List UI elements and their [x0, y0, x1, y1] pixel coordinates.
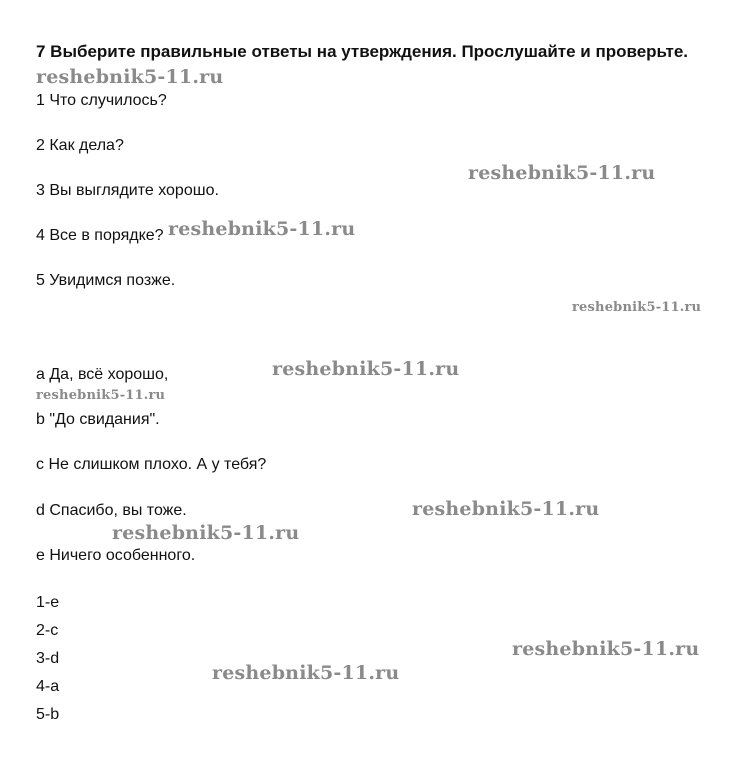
- answer-2: 2-c: [36, 622, 59, 639]
- statement-4: 4 Все в порядке?: [36, 227, 164, 244]
- watermark: reshebnik5-11.ru: [572, 300, 702, 315]
- statement-3: 3 Вы выглядите хорошо.: [36, 182, 219, 199]
- statement-2: 2 Как дела?: [36, 137, 124, 154]
- response-c: c Не слишком плохо. А у тебя?: [36, 456, 267, 473]
- answer-3: 3-d: [36, 650, 60, 667]
- answer-4: 4-a: [36, 678, 60, 695]
- statement-5: 5 Увидимся позже.: [36, 272, 176, 289]
- watermark: reshebnik5-11.ru: [512, 638, 700, 660]
- watermark: reshebnik5-11.ru: [168, 218, 356, 240]
- response-d: d Спасибо, вы тоже.: [36, 502, 187, 519]
- watermark: reshebnik5-11.ru: [468, 162, 656, 184]
- exercise-heading: 7 Выберите правильные ответы на утверждения. Прослушайте и проверьте.: [36, 42, 689, 61]
- response-a: a Да, всё хорошо,: [36, 366, 169, 383]
- response-b: b "До свидания".: [36, 411, 160, 428]
- watermark: reshebnik5-11.ru: [272, 358, 460, 380]
- watermark: reshebnik5-11.ru: [412, 498, 600, 520]
- watermark: reshebnik5-11.ru: [212, 662, 400, 684]
- watermark: reshebnik5-11.ru: [36, 66, 224, 88]
- statement-1: 1 Что случилось?: [36, 92, 167, 109]
- answer-5: 5-b: [36, 706, 60, 723]
- watermark: reshebnik5-11.ru: [112, 522, 300, 544]
- watermark: reshebnik5-11.ru: [36, 388, 166, 403]
- answer-1: 1-e: [36, 594, 60, 611]
- response-e: e Ничего особенного.: [36, 547, 196, 564]
